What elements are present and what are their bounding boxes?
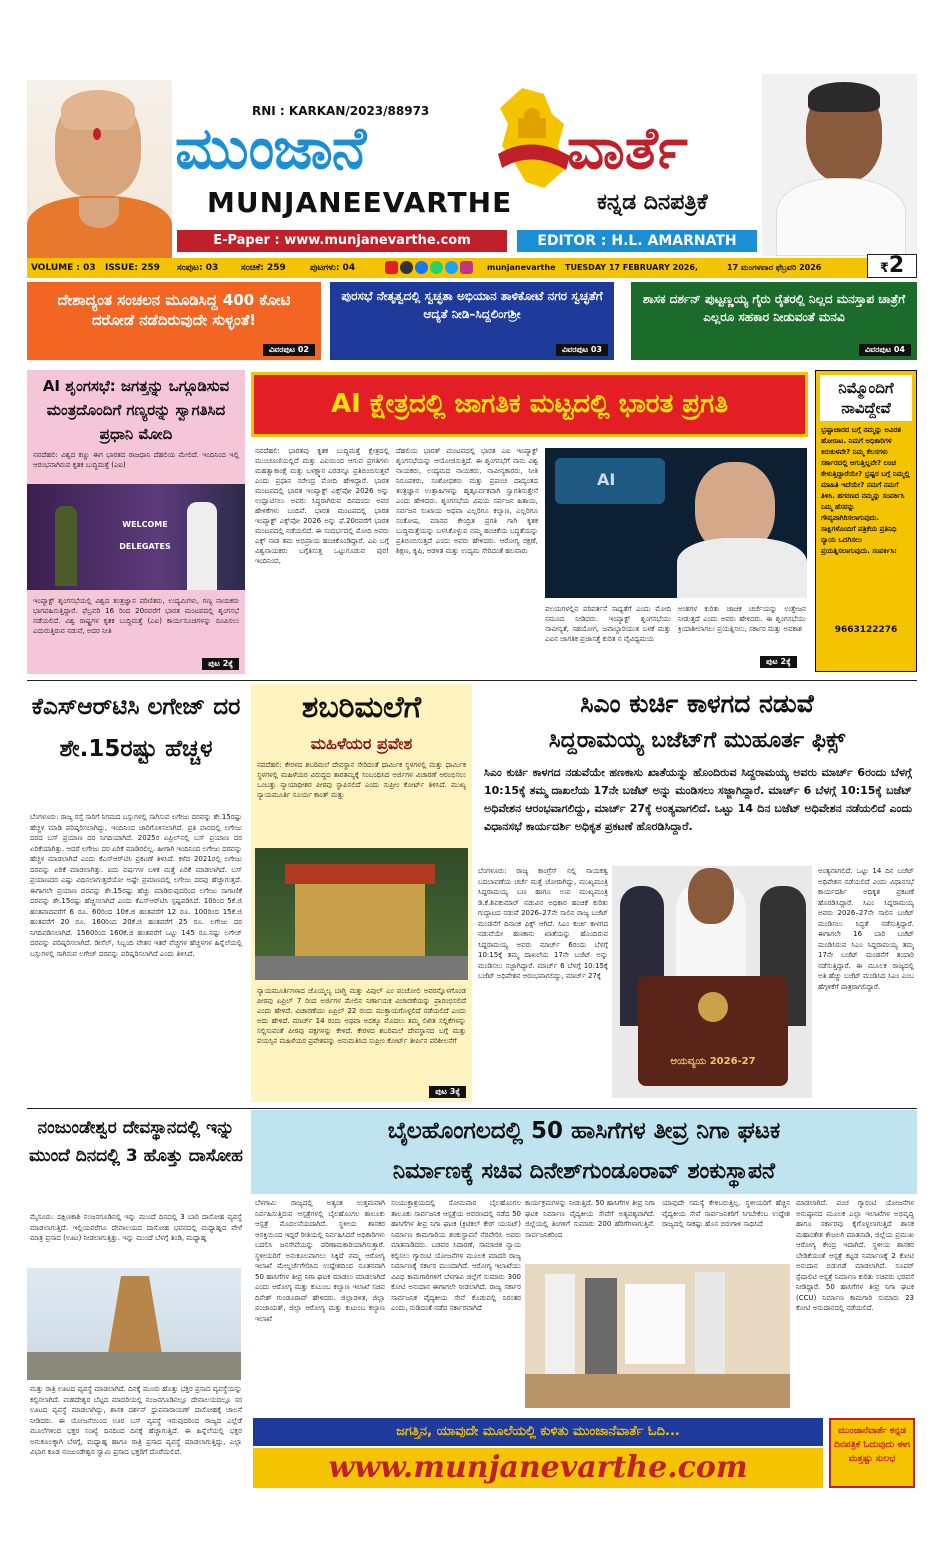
title-kannada-left: ಮುಂಜಾನೆ: [175, 114, 366, 182]
teaser-1-page: ವಿವರಪುಟ 02: [263, 344, 315, 356]
sabarimala-photo: [255, 848, 468, 980]
ai-left-page: ಪುಟ 2ಕ್ಕೆ: [202, 658, 239, 670]
ai-main-col1: ನವದೆಹಲಿ: ಭಾರತವು ಕೃತಕ ಬುದ್ಧಿಮತ್ತೆ ಕ್ಷೇತ್ರದಲ್ಲಿ ಮುಂಚೂಣಿಯಲ್ಲಿದೆ ಮತ್ತು ಎಐಯಿಂದ ಆಗುವ ಪ್ರಗತಿಗಳು ಮಹತ್ವಾಕಾಂಕ್ಷೆ ಮತ್ತು ಬಳಕ್ಷ್ಮಾನ ಎರಡನ್ನೂ ಪ್ರತಿಬಿಂಬಿಸುತ್ತವೆ ಎಂದು ಪ್ರಧಾನ ನರೇಂದ್ರ ಮೋದಿ ಹೇಳಿದ್ದಾರೆ. ಭಾರತ ಮಂಟಪದಲ್ಲಿ ಭಾರತ ಇಂಪ್ಯಾಕ್ಟ್ ಎಕ್ಸ್‌ಪೋ 2026 ಅನ್ನು ಉದ್ಘಾಟಿಸಲು ಅವರು ಸಿದ್ಧರಾಗಿರುವ ದಿನದಂದು ಅವರ ಹೇಳಿಕೆಗಳು ಬಂದಿವೆ. ಭಾರತ ಮಂಟಪದಲ್ಲಿ ಭಾರತ ಇಂಪ್ಯಾಕ್ಟ್ ಎಕ್ಸ್‌ಪೋ 2026 ಅನ್ನು ಫೆ.20ರವರೆಗೆ ಭಾರತ ಮಂಟಪದಲ್ಲಿ ನಡೆಯಲಿದೆ. ಈ ಸಂದರ್ಭದಲ್ಲಿ ಮೋದಿ ಅವರು ಎಕ್ಸ್ ನಾಡ ತಮ ಅಭಿಪ್ರಾಯ ಹಂಚಿಕೊಂಡಿದ್ದಾರೆ. ಎಐ ಬಗ್ಗೆ ವಿಶ್ವನಾಯಕರು ಬಗ್ಗೆತಿಸುತ್ತ ಒಟ್ಟುಗೂಡುವ ಪುರ! ಇಂದಿನಿಂದ,: [255, 447, 389, 565]
twitter-icon[interactable]: [445, 261, 458, 274]
price: 2: [888, 253, 905, 278]
teaser-2-page: ವಿವರಪುಟ 03: [556, 344, 608, 356]
sidebar-title: ನಿಮ್ಮೊಂದಿಗೆ ನಾವಿದ್ದೇವೆ: [820, 375, 912, 421]
teaser-2[interactable]: [330, 282, 614, 360]
date-kannada: 17 ಮಂಗಳವಾರ ಫೆಬ್ರವರಿ 2026: [727, 263, 822, 272]
budget-bag-label: ಆಯವ್ಯಯ 2026-27: [670, 1056, 756, 1067]
budget-bag: [638, 976, 788, 1086]
bailhongal-col4: ಯಾವುದೇ ಸಮಸ್ಯೆ ಕೇಳಿಬರುತ್ತಿಲ್ಲ. ಸ್ಥಳೀಯರಿಗೆ ಹೆಚ್ಚಿನ ವೈದ್ಯಕೀಯ ಸೇವೆ ಸಾರ್ವಜನಿಕರಿಗೆ ಸಿಗಬೇಕೆಂಬ ಉದ್ದೇಶ ರಾಜ್ಯದಲ್ಲಿ ಸಾಕಷ್ಟು ಹೊಸ ಬಿರುಗಾಳಿ ಸಾಧಿಸಿದೆ: [662, 1199, 790, 1228]
social-icons: [385, 261, 475, 275]
cm-lead: ಸಿಎಂ ಕುರ್ಚಿ ಕಾಳಗದ ನಡುವೆಯೇ ಹಣಕಾಸು ಖಾತೆಯನ್ನು ಹೊಂದಿರುವ ಸಿದ್ದರಾಮಯ್ಯ ಅವರು ಮಾರ್ಚ್ 6ರಂದು ಬೆಳಗ್ಗೆ 10:15ಕ್ಕೆ ತಮ್ಮ ದಾಖಲೆಯ 17ನೇ ಬಜೆಟ್ ಅನ್ನು ಮಂಡಿಸಲು ಸಜ್ಜಾಗಿದ್ದಾರೆ. ಮಾರ್ಚ್ 6 ಬೆಳಗ್ಗೆ 10:15ಕ್ಕೆ ಬಜೆಟ್ ಅಧಿವೇಶನ ಆರಂಭವಾಗಲಿದ್ದು, ಮಾರ್ಚ್ 27ಕ್ಕೆ ಅಂತ್ಯವಾಗಲಿದೆ. ಒಟ್ಟು 14 ದಿನ ಬಜೆಟ್ ಅಧಿವೇಶನ ನಡೆಯಲಿದೆ ಎಂದು ವಿಧಾನಸಭೆ ಕಾರ್ಯದರ್ಶಿ ಅಧಿಕೃತ ಪ್ರಕಟಣೆ ಹೊರಡಿಸಿದ್ದಾರೆ.: [484, 766, 912, 833]
ai-left-photo: [27, 484, 245, 590]
cm-col1: ಬೆಂಗಳೂರು: ರಾಜ್ಯ ಕಾಂಗ್ರೆಸ್ ನಲ್ಲಿ ನಾಯಕತ್ವ ಬದಲಾವಣೆಯ ಚರ್ಚೆ ಮತ್ತೆ ಜೋರಾಗಿದ್ದು, ಮುಖ್ಯಮಂತ್ರಿ ಸಿದ್ದರಾಮಯ್ಯ ಬಣ ಹಾಗೂ ಉಪ ಮುಖ್ಯಮಂತ್ರಿ ಡಿ.ಕೆ.ಶಿವಕುಮಾರ್ ನಡುವಿನ ಅಧಿಕಾರ ಹಂಚಿಕೆ ಕುರಿತು ಗುದ್ದಾಟದ ನಡುವೆ 2026–27ನೇ ಸಾಲಿನ ರಾಜ್ಯ ಬಜೆಟ್ ಮಂಡನೆಗೆ ದಿನಾಂಕ ಫಿಕ್ಸ್ ಆಗಿದೆ. ಸಿಎಂ ಕುರ್ಚಿ ಕಾಳಗದ ನಡುವೆಯೇ ಹಣಕಾಸು ಖಾತೆಯನ್ನು ಹೊಂದಿರುವ ಸಿದ್ದರಾಮಯ್ಯ ಅವರು ಮಾರ್ಚ್ 6ರಂದು ಬೆಳಗ್ಗೆ 10:15ಕ್ಕೆ ತಮ್ಮ ದಾಖಲೆಯ 17ನೇ ಬಜೆಟ್ ಅನ್ನು ಮಂಡಿಸಲು ಸಜ್ಜಾಗಿದ್ದಾರೆ. ಮಾರ್ಚ್ 6 ಬೆಳಗ್ಗೆ 10:15ಕ್ಕೆ ಬಜೆಟ್ ಅಧಿವೇಶನ ಆರಂಭವಾಗಲಿದ್ದು, ಮಾರ್ಚ್ 27ಕ್ಕೆ: [478, 867, 608, 980]
teaser-2-text: ಪುರಸಭೆ ನೇತೃತ್ವದಲ್ಲಿ ಸ್ವಚ್ಛತಾ ಅಭಿಯಾನ ತಾಳಿಕೋಟೆ ನಗರ ಸ್ವಚ್ಛತೆಗೆ ಆದ್ಯತೆ ನೀಡಿ–ಸಿದ್ದಲಿಂಗಶ್ರೀ: [341, 289, 603, 321]
footer-url[interactable]: www.munjanevarthe.com: [253, 1448, 823, 1488]
volume: VOLUME : 03: [31, 263, 96, 273]
ai-chip-icon: AI: [597, 470, 616, 489]
bailhongal-headline-box: [251, 1110, 917, 1194]
info-bar: [27, 253, 917, 278]
nanjundeshwara-body-2: ಮತ್ತು ರಾತ್ರಿ ಊಟದ ವ್ಯವಸ್ಥೆ ಮಾಡಲಾಗಿದೆ. ದಿನಕ್ಕೆ ಮೂರು ಹೊತ್ತು ಭಕ್ತರ ಪ್ರಸಾದ ವ್ಯವಸ್ಥೆಯನ್ನು ಕಲ್ಪಿಸಲಾಗಿದೆ. ಮಹದೇಶ್ವರ ಬೆಟ್ಟದ ಮಾದರಿಯಲ್ಲಿ ನಂಜನಗೂಡಿನಲ್ಲೂ ದೇವಾಲಯದಲ್ಲೂ ಸರ ಊಟದ ವ್ಯವಸ್ಥೆ ಮಾಡಲಾಗಿದ್ದು, ಶಾಸಕ ದರ್ಶನ್ ಧ್ರುವನಾರಾಯಣ್ ದಾಸೋಹಕ್ಕೆ ಚಾಲನೆ ನೀಡಿದರು. ಈ ಯೋಜನೆಯಿಂದ ಊರ ಬಸ್ ವ್ಯವಸ್ಥೆ ಇರುವುದರಿಂದ ರಾಜ್ಯದ ಎಲ್ಲೆಡೆ ಮೂಲೆಗಳಿಂದ ಭಕ್ತರ ಸಂಖ್ಯೆ ದಿನದಿಂದ ದಿನಕ್ಕೆ ಹೆಚ್ಚಾಗುತ್ತಿದೆ. ಈ ಹಿನ್ನೆಲೆಯಲ್ಲಿ ಭಕ್ತರ ಅನುಕೂಲಕ್ಕಾಗಿ ಬೆಳಗ್ಗೆ, ಮಧ್ಯಾಹ್ನ ಹಾಗೂ ರಾತ್ರಿ ಪ್ರಸಾದ ವ್ಯವಸ್ಥೆ ಮಾಡಲಾಗುತ್ತಿದ್ದು, ಎಲ್ಲಾ ವಿಭಾಗ ಕೂಡ ನಂಜುಂಡೇಶ್ವರ ಸ್ವಾಮಿ ಪ್ರಸಾದ ಭಕ್ತರಿಗೆ ದೊರೆಯಲಿದೆ.: [30, 1385, 242, 1456]
ai-main-col2: ದೆಹಲಿಯ ಭಾರತ್ ಮಂಟಪದಲ್ಲಿ ಭಾರತ ಎಐ ಇಂಪ್ಯಾಕ್ಟ್ ಶೃಂಗಸಭೆಯನ್ನು ಆಯೋಜಿಸುತ್ತಿದೆ. ಈ ಶೃಂಗಸಭೆಗೆ ನಾನು ವಿಶ್ವ ನಾಯಕರು, ಉದ್ಯಮದ ನಾಯಕರು, ನಾವೀನ್ಯಕಾರರು, ನೀತಿ ನಿರೂಪಕರು, ಸಂಶೋಧಕರು ಮತ್ತು ಪ್ರಪಂಚ ದಾದ್ಯಂತದ ತಂತ್ರಜ್ಞಾನ ಉತ್ಸಾಹಿಗಳನ್ನು ಹೃತ್ಪೂರ್ವಕವಾಗಿ ಸ್ವಾಗತಿಸುತ್ತೇನೆ ಎಂದು ಹೇಳಿದರು. ಶೃಂಗಸಭೆಯ ವಿಷಯ ಸರ್ವಜನ ಹಿತಾಯ, ಸರ್ವಜನ ಸುಖಾಯ ಅಥವಾ ಎಲ್ಲರಿಗೂ ಕಲ್ಯಾಣ, ಎಲ್ಲರಿಗೂ ಸಂತೋಷ, ಮಾನವ ಕೇಂದ್ರಿತ ಪ್ರಗತಿ ಗಾಗಿ ಕೃತಕ ಬುದ್ಧಿಮತ್ತೆಯನ್ನು ಬಳಸಿಕೊಳ್ಳುವ ನಮ್ಮ ಹಂಚಿಕೆಯ ಬದ್ಧತೆಯನ್ನು ಪ್ರತಿಬಿಂಬಿಸುತ್ತದೆ ಎಂದು ಅವರು ಹೇಳಿದರು. ಆರೋಗ್ಯ ರಕ್ಷಣೆ, ಶಿಕ್ಷಣ, ಕೃಷಿ, ಆಡಳಿತ ಮತ್ತು ಉದ್ಯಮ ಸೇರಿದಂತೆ ಹಲವಾರು: [396, 447, 538, 555]
sabarimala-body-2: ನ್ಯಾಯಮೂರ್ತಿಗಳಾದ ಜೊಯ್ಮಲ್ಯ ಬಾಗ್ಚಿ ಮತ್ತು ವಿಪುಲ್ ಎಂ ಪಂಚೋಲಿ ಅವರನ್ನೊಳಗೊಂಡ ಪೀಠವು ಏಪ್ರಿಲ್ 7 ರಿಂದ ಅರ್ಜಿಗಳ ಮೇಲಿನ ನಿರ್ಣಾಯಕ ವಿಚಾರಣೆಯನ್ನು ಪ್ರಾರಂಭಿಸಲಿದೆ ಎಂದು ಹೇಳಿದೆ. ವಿಚಾರಣೆಯು ಏಪ್ರಿಲ್ 22 ರಂದು ಮುಕ್ತಾಯಗೊಳ್ಳಲಿದೆ ನಡೆಯಲಿದೆ ಎಂದು ಅದು ಹೇಳಿದೆ. ಮಾರ್ಚ್ 14 ರಂದು ಅಥವಾ ಅದಕ್ಕೂ ಮೊದಲು ತಮ್ಮ ಲಿಖಿತ ಸಲ್ಲಿಕೆಗಳನ್ನು ಸಲ್ಲಿಸುವಂತೆ ಪೀಠವು ಪಕ್ಷಗಳನ್ನು ಕೇಳಿದೆ. ಕೇರಳದ ಶಬರಿಮಲೆ ದೇವಸ್ಥಾನದ ಬಗ್ಗೆ ಮತ್ತು ವಯಸ್ಸಿನ ಮಹಿಳೆಯರ ಪ್ರವೇಶವನ್ನು ಅನುಮತಿಸಿದ ಸುಪ್ರೀಂ ಕೋರ್ಟ್ ತೀರ್ಪಿನ ಪರಿಶೀಲನೆಗೆ: [257, 987, 466, 1045]
portrait-left: [27, 80, 172, 260]
price-symbol: ₹: [879, 261, 889, 276]
ai-main-photo: [545, 448, 807, 598]
epaper-link[interactable]: E-Paper : www.munjanevarthe.com: [177, 230, 507, 252]
sabarimala-headline-1: ಶಬರಿಮಲೆಗೆ: [301, 690, 422, 725]
title-kannada-right: ವಾರ್ತೆ: [567, 114, 688, 182]
portrait-right: [762, 74, 917, 256]
sidebar-phone[interactable]: 9663122276: [834, 625, 898, 635]
nanjundeshwara-headline: ನಂಜುಂಡೇಶ್ವರ ದೇವಸ್ಥಾನದಲ್ಲಿ ಇನ್ನು ಮುಂದೆ ದಿನದಲ್ಲಿ 3 ಹೊತ್ತು ದಾಸೋಹ: [29, 1118, 243, 1166]
bailhongal-col3: ಕಾರ್ಯಕ್ರಮಗಳನ್ನು ನೀಡುತ್ತಿದೆ. 50 ಹಾಸಿಗೆಗಳ ತೀವ್ರ ನಿಗಾ ಘಟಕ ನಿರ್ಮಾಣ ವೈದ್ಯಕೀಯ ಸೇವೆಗೆ ಅತ್ಯವಶ್ಯವಾಗಿದೆ. ಜಿಲ್ಲೆಯಲ್ಲಿ ತಿಂಗಳಿಗೆ ಸುಮಾರು 200 ಹೆರಿಗೆಗಳಾಗುತ್ತಿವೆ. ಸಾರ್ವಜನಿಕರಿಂದ: [525, 1199, 655, 1239]
ai-left-article: [27, 370, 245, 674]
editor-label: EDITOR : H.L. AMARNATH: [517, 230, 757, 252]
photo-banner: WELCOME DELEGATES: [119, 520, 171, 551]
masthead: [27, 70, 917, 260]
ai-left-lead: ನವದೆಹಲಿ: ವಿಶ್ವದ ಕಣ್ಣು ಈಗ ಭಾರತದ ರಾಜಧಾನಿ ದೆಹಲಿಯ ಮೇಲಿದೆ. ಇಂದಿನಿಂದ ಇಲ್ಲಿ ಆರಂಭವಾಗಿರುವ ಕೃತಕ ಬುದ್ಧಿಮತ್ತೆ (ಎಐ): [33, 451, 239, 469]
sidebar-body: ಭ್ರಷ್ಟಾಚಾರದ ಬಗ್ಗೆ ನಮ್ಮನ್ನು ಅವಿರತ ಹೋರಾಟ. ನಿಮಗೆ ಅಧಿಕಾರಿಗಳ ಕಿರುಕುಳವೇ? ನಿಮ್ಮ ಕೆಲಸಗಳು ಸರ್ಕಾರದಲ್ಲಿ ಆಗುತ್ತಿಲ್ಲವೇ? ಲಂಚ ಕೇಳುತ್ತಿದ್ದಾರೆಯೇ? ಭ್ರಷ್ಟರ ಬಗ್ಗೆ ನಿಮ್ಮಲ್ಲಿ ಮಾಹಿತಿ ಇದೆಯೇ? ನಮಗೆ ನಮಗೆ ತಿಳಿಸಿ. ಹಗರಣದ ನಮ್ಮನ್ನು ಸಂಪರ್ಕಿಸಿ ನಿಮ್ಮ ಹೆಸರನ್ನು ಗೌಪ್ಯವಾಗಿರಿಸಲಾಗುವುದು. ಸಾಕ್ಷಿಗಳೊಂದಿಗೆ ಪತ್ರಿಕೆಯ ಪ್ರತಿನಿಧಿ ನ್ಯಾಯ ಒದಗಿಸಲು ಪ್ರಯತ್ನಿಸಲಾಗುವುದು. ಸಂಪರ್ಕಿಸಿ:: [821, 426, 910, 555]
bailhongal-col5: ಮಾಡಲಾಗಿದೆ. ಪಂಚ ಗ್ಯಾರಂಟಿ ಯೋಜನೆಗಳ ಅನುಷ್ಠಾನದ ಮೂಲಕ ಎಲ್ಲಾ ಇಲಾಖೆಗಳ ಅಭಿವೃದ್ಧಿ ಹಾಗೂ ಸರ್ಕಾರವು ಕೈಗೊಳ್ಳಲಾಗುತ್ತಿದೆ ಶಾಸಕ ಮಹಾಂತೇಶ ಕೌಜಲಗಿ ಮಾತನಾಡಿ, ಜಿಲ್ಲೆಯ ಪ್ರಮುಖ ಆರೋಗ್ಯ ಕೇಂದ್ರ ಇದಾಗಿದೆ. ಸ್ಥಳೀಯ ಶಾಸಕರ ಬೇಡಿಕೆಯಂತೆ ಆಸ್ಪತ್ರೆ ಕಟ್ಟಡ ನಿರ್ಮಾಣಕ್ಕೆ 2 ಕೋಟಿ ಅನುದಾನ ಬಿಡುಗಡೆ ಮಾಡಲಾಗಿದೆ. ಸೂಪರ್ ಸ್ಪೆಷಾಲಿಟಿ ಆಸ್ಪತ್ರೆ ನಿರ್ಮಾಣ ಕುರಿತು ಸಚಿವರು ಭರವಸೆ ನೀಡಿದ್ದಾರೆ. 50 ಹಾಸಿಗೆಗಳ ತೀವ್ರ ನಿಗಾ ಘಟಕ (CCU) ನಿರ್ಮಾಣ ಕಾಮಗಾರಿ ಸುಮಾರು 23 ಕೋಟಿ ಅನುದಾನದಲ್ಲಿ ನಡೆಯಲಿದೆ.: [796, 1199, 914, 1312]
subtitle: ಕನ್ನಡ ದಿನಪತ್ರಿಕೆ: [597, 190, 708, 215]
sidebar-contact-box: [815, 370, 917, 672]
sabarimala-page: ಪುಟ 3ಕ್ಕೆ: [429, 1086, 466, 1098]
bailhongal-photo: [525, 1264, 790, 1408]
ai-left-headline: AI ಶೃಂಗಸಭೆ: ಜಗತ್ತನ್ನು ಒಗ್ಗೂಡಿಸುವ ಮಂತ್ರದೊಂದಿಗೆ ಗಣ್ಯರನ್ನು ಸ್ವಾಗತಿಸಿದ ಪ್ರಧಾನಿ ಮೋದಿ: [42, 377, 230, 443]
divider: [27, 1108, 917, 1109]
nanjundeshwara-photo: [27, 1268, 241, 1380]
ai-main-col3: ವಲಯಗಳಲ್ಲಿನ ಪರಿವರ್ತನೆ ಸಾಧ್ಯತೆಗೆ ಎಂದು ಮೋದಿ ನಮೂದ ನೀಡಿದರು. ಇಂಪ್ಯಾಕ್ಟ್ ಶೃಂಗಸಭೆಯು ನಾವೀನ್ಯತೆ, ಸಹಯೋಗ, ಜವಾಬ್ದಾರಿಯುತ ಬಳಕೆ ಮತ್ತು ಎಐನ ಜಾಗತಿಕ ಪ್ರಜಾಸತ್ತೆ ಕುರಿತ ನ ವೈವಿಧ್ಯಮಯ: [545, 605, 671, 643]
sabarimala-body-1: ನವದೆಹಲಿ: ಕೇರಳದ ಶಬರಿಮಲೆ ದೇವಸ್ಥಾನ ಸೇರಿದಂತೆ ಧಾರ್ಮಿಕ ಸ್ಥಳಗಳಲ್ಲಿ ಮತ್ತು ಧಾರ್ಮಿಕ ಸ್ಥಳಗಳಲ್ಲಿ ಮಹಿಳೆಯರ ವಿರುದ್ಧದ ತಾರತಮ್ಯಕ್ಕೆ ಸಂಬಂಧಿಸಿದ ಅರ್ಜಿಗಳ ವಿಚಾರಣೆ ಆರಂಭಿಸಲು ಒಂಬತ್ತು ನ್ಯಾಯಾಧೀಶರ ಪೀಠವು ಸ್ಥಾಪಿಸಲಿದೆ ಎಂದು ಸುಪ್ರೀಂ ಕೋರ್ಟ್ ತಿಳಿಸಿದೆ. ಮುಖ್ಯ ನ್ಯಾಯಮೂರ್ತಿ ಸೂರ್ಯ ಕಾಂತ್ ಮತ್ತು: [257, 761, 466, 799]
bailhongal-headline-1: ಬೈಲಹೊಂಗಲದಲ್ಲಿ 50 ಹಾಸಿಗೆಗಳ ತೀವ್ರ ನಿಗಾ ಘಟಕ: [387, 1118, 781, 1144]
facebook-icon[interactable]: [415, 261, 428, 274]
samputa: ಸಂಪುಟ: 03: [177, 263, 219, 273]
teaser-1-text: ದೇಶಾದ್ಯಂತ ಸಂಚಲನ ಮೂಡಿಸಿದ್ದ 400 ಕೋಟಿ ದರೋಡೆ ನಡೆದಿರುವುದೇ ಸುಳ್ಳಂತೆ!: [57, 291, 291, 329]
whatsapp-icon[interactable]: [430, 261, 443, 274]
issue: ISSUE: 259: [105, 263, 160, 273]
teaser-1[interactable]: [27, 282, 321, 360]
teaser-3-page: ವಿವರಪುಟ 04: [859, 344, 911, 356]
bailhongal-headline-2: ನಿರ್ಮಾಣಕ್ಕೆ ಸಚಿವ ದಿನೇಶ್‌ಗುಂಡೂರಾವ್ ಶಂಕುಸ್ಥಾಪನೆ: [392, 1159, 776, 1184]
sabarimala-headline-2: ಮಹಿಳೆಯರ ಪ್ರವೇಶ: [310, 734, 413, 753]
cm-headline-1: ಸಿಎಂ ಕುರ್ಚಿ ಕಾಳಗದ ನಡುವೆ: [580, 689, 814, 718]
cm-headline-2: ಸಿದ್ದರಾಮಯ್ಯ ಬಜೆಟ್‌ಗೆ ಮುಹೂರ್ತ ಫಿಕ್ಸ್: [548, 728, 846, 753]
footer-ad[interactable]: [251, 1416, 917, 1492]
date-english: TUESDAY 17 FEBRUARY 2026,: [565, 263, 698, 272]
ksrtc-body: ಬೆಂಗಳೂರು: ರಾಜ್ಯ ರಸ್ತೆ ಸಾರಿಗೆ ನಿಗಮದ ಬಸ್ಸುಗಳಲ್ಲಿ ಸಾಗಿಸುವ ಲಗೇಜು ದರವನ್ನು ಶೇ.15ರಷ್ಟು ಹೆಚ್ಚಳ ಮಾಡಿ ಪರಿಷ್ಕರಿಸಲಾಗಿದ್ದು, ಇಂದಿನಿಂದ ಜಾರಿಗೊಳಿಸಲಾಗಿದೆ. ಪ್ರತಿ ವಾರದಲ್ಲಿ ಲಗೇಜು ದರದ ಬಸ್ ಪ್ರಯಾಣ ದರ ನಿಗದಿಯಾಗಿದೆ. 2025ರ ಏಪ್ರಿಲ್‌ನಲ್ಲಿ ಬಸ್ ಪ್ರಯಾಣ ದರ ಏರಿಕೆಯಾಗಿತ್ತು. ಆದರೆ ಲಗೇಜು ದರ ಏರಿಕೆ ಮಾಡಿರಲಿಲ್ಲ. ಹೀಗಾಗಿ ಇಂದಿನಿಂದ ಲಗೇಜು ದರವನ್ನು ಹೆಚ್ಚಳ ಮಾಡಲಾಗಿದೆ ಎಂದು ಕೆಎಸ್‌ಆರ್‌ಟಿಸಿ ಪ್ರಕಟಣೆ ತಿಳಿಸಿದೆ. ಕಳೆದ 2021ರಲ್ಲಿ ಲಗೇಜು ದರವನ್ನು ಏರಿಕೆ ಮಾಡಲಾಗಿತ್ತು. ಐದು ವರ್ಷಗಳ ಬಳಿಕ ಮತ್ತೆ ಏರಿಕೆ ಮಾಡಲಾಗಿದೆ. ಬಸ್ ಪ್ರಯಾಣದರ ಎಷ್ಟು ವಿಧಿಸಲಾಗುತ್ತದೆಯೋ ಅಷ್ಟೇ ಪ್ರಮಾಣದಲ್ಲಿ ಲಗೇಜು ದರವು ಹೆಚ್ಚಾಗುತ್ತದೆ. ಈಗಾಗಲೇ ಪ್ರಯಾಣ ದರವನ್ನು ಶೇ.15ರಷ್ಟು ಹೆಚ್ಚು ಮಾಡಿರುವುದರಿಂದ ಲಗೇಜು ಸಾಗಾಣಿಕೆ ದರವನ್ನು ಶೇ.15ರಷ್ಟು ಹೆಚ್ಚಿಸಲಾಗಿದೆ ಎಂದು ಕೆಎಸ್‌ಆರ್‌ಟಿಸಿ ಸ್ಪಷ್ಟಪಡಿಸಿದೆ. 10ರಿಂದ 5ಕೆ.ಜಿ ಹಂತವಾದವರೆಗೆ 6 ರೂ. 60ರಿಂದ 10ಕೆ.ಜಿ ಹಂತವರೆಗೆ 12 ರೂ. 100ರಿಂದ 15ಕೆ.ಜಿ ಹಂತವರೆಗೆ 20 ರೂ. 160ರಿಂದ 20ಕೆ.ಜಿ ಹಂತವರೆಗೆ 25 ರೂ. ಲಗೇಜು ದರ ನಿಗದಿಪಡಿಸಲಾಗಿದೆ. 1560ರಿಂದ 160ಕೆ.ಜಿ ಹಂತವರೆಗೆ ಒಟ್ಟು 145 ರೂ.ನಷ್ಟು ಲಗೇಜ್ ದರವನ್ನು ಪರಿಷ್ಕರಿಸಲಾಗಿದೆ. ಡೀಸೆಲ್, ಸಿಬ್ಬಂದಿ ವೇತನ ಇತರೆ ವೆಚ್ಚಗಳ ಹೆಚ್ಚಳಗಳ ಹಿನ್ನೆಲೆಯಲ್ಲಿ ಬಸ್ಸುಗಳಲ್ಲಿ ಸಾಗಿಸುವ ಲಗೇಜ್ ದರವನ್ನು ಪರಿಷ್ಕರಿಸಲಾಗಿದೆ ಎಂದು ತಿಳಿಸಿದೆ.: [30, 813, 242, 958]
social-handle: munjanevarthe: [487, 263, 556, 272]
ksrtc-headline: ಕೆಎಸ್‌ಆರ್‌ಟಿಸಿ ಲಗೇಜ್ ದರ ಶೇ.15ರಷ್ಟು ಹೆಚ್ಚಳ: [31, 694, 241, 762]
ai-main-col4: ಅಂಶಗಳ ಕುರಿತು ಚಾಚಿಕ ಚರ್ಚೆಯನ್ನು ಉತ್ತೇಜನ ನೀಡುತ್ತದೆ ಎಂದು ಅವರು ಹೇಳಿದರು. ಈ ಶೃಂಗಸಭೆಯು ಕ್ರಿಯಾಶೀಲಾಗಲು ಪ್ರಯತ್ನಿಸಲು, ಸರ್ಕಾರ ಮತ್ತು ಅವಕಾಶ: [678, 605, 806, 633]
teaser-3[interactable]: [631, 282, 917, 360]
cm-col2: ಅಂತ್ಯವಾಗಲಿದೆ. ಒಟ್ಟು 14 ದಿನ ಬಜೆಟ್ ಅಧಿವೇಶನ ನಡೆಯಲಿದೆ ಎಂದು ವಿಧಾನಸಭೆ ಕಾರ್ಯದರ್ಶಿ ಅಧಿಕೃತ ಪ್ರಕಟಣೆ ಹೊರಡಿಸಿದ್ದಾರೆ. ಸಿಎಂ ಸಿದ್ದರಾಮಯ್ಯ ಅವರು 2026–27ನೇ ಸಾಲಿನ ಬಜೆಟ್ ಮಂಡಿಸಲು ಸಿದ್ಧತೆ ನಡೆಸುತ್ತಿದ್ದಾರೆ. ಈಗಾಗಲೇ 16 ಬಾರಿ ಬಜೆಟ್ ಮಂಡಿಸಿರುವ ಸಿಎಂ ಸಿದ್ದರಾಮಯ್ಯ ತಮ್ಮ 17ನೇ ಬಜೆಟ್ ಮಂಡನೆಗೆ ತಯಾರಿ ನಡೆಸುತ್ತಿದ್ದಾರೆ. ಈ ಮೂಲಕ ರಾಜ್ಯದಲ್ಲಿ ಅತಿ ಹೆಚ್ಚು ಬಜೆಟ್ ಮಂಡಿಸಿದ ಸಿಎಂ ಎಂಬ ಹೆಗ್ಗಳಿಕೆಗೆ ಪಾತ್ರರಾಗಲಿದ್ದಾರೆ.: [818, 867, 914, 991]
ai-left-body: ಇಂಪ್ಯಾಕ್ಟ್ ಶೃಂಗಸಭೆಯಲ್ಲಿ ವಿಶ್ವದ ತಂತ್ರಜ್ಞಾನ ಪರಿಣಿತರು, ಉದ್ಯಮಿಗಳು, ಗಣ್ಯ ನಾಯಕರು ಭಾಗವಹಿಸುತ್ತಿದ್ದಾರೆ. ಫೆಬ್ರವರಿ 16 ರಿಂದ 20ರವರೆಗೆ ಭಾರತ ಮಂಟಪದಲ್ಲಿ ಶೃಂಗಸಭೆ ನಡೆಯಲಿದೆ. ವಿಶ್ವ ರಾಷ್ಟ್ರಗಳ ಕೃತಕ ಬುದ್ಧಿಮತ್ತೆ (ಎಐ) ಕಾರ್ಯಸೂಚಿಗಳನ್ನು ರೂಪಿಸಲು ಎದುರುತ್ತಿರುವ ನಡುವೆ, ಅದರ ನೀತಿ: [33, 597, 239, 635]
rni-number: RNI : KARKAN/2023/88973: [252, 104, 430, 118]
bailhongal-col1: ಬೆಳಗಾವಿ: ರಾಜ್ಯದಲ್ಲಿ ಅತ್ಯಂತ ಉತ್ತಮವಾಗಿ ನಿರ್ವಹಿಸುತ್ತಿರುವ ಆಸ್ಪತ್ರೆಗಳಲ್ಲಿ ಬೈಲಹೊಂಗಲ ತಾಲೂಕು ಆಸ್ಪತ್ರೆ ಮೊದಲನೆಯದಾಗಿದೆ. ಸ್ಥಳೀಯ ಶಾಸಕರ ಆಸಕ್ತಿಯಿಂದ ಇದ್ದರೆ ರೀತಿಯಲ್ಲಿ ನಿರ್ವಹಿಸಿದರೆ ಅಧಿಕಾರಿಗಳು ಬದಲಿಸಿ ಜನಸೇವೆಯನ್ನು ಪರಿಣಾಮಕಾರಿಯಾಗಿಸುತ್ತಾರೆ. ಸ್ಥಳೀಯರಿಗೆ ಅನುಕೂಲವಾಗಲು ಸಿಕ್ಕಿದೆ ನಮ್ಮ ಆರೋಗ್ಯ ಇಲಾಖೆ ಮೇಲ್ದರ್ಜೆಗೇರಿಸಿದ ಉದ್ದೇಶದಿಂದ ನೂತನವಾಗಿ 50 ಹಾಸಿಗೆಗಳ ತೀವ್ರ ನಿಗಾ ಘಟಕ ಮಾಡಲು ಮಾಡಲಾಗಿದೆ ಎಂದು ಆರೋಗ್ಯ ಮತ್ತು ಕುಟುಂಬ ಕಲ್ಯಾಣ ಇಲಾಖೆ ಸಚಿವ ದಿನೇಶ್ ಗುಂಡೂರಾವ್ ಹೇಳಿದರು. ಜಿಲ್ಲಾಡಳಿತ, ಜಿಲ್ಲಾ ಪಂಚಾಯತ್, ಜಿಲ್ಲಾ ಆರೋಗ್ಯ ಮತ್ತು ಕುಟುಂಬ ಕಲ್ಯಾಣ ಇಲಾಖೆ: [255, 1199, 385, 1323]
web-icon[interactable]: [400, 261, 413, 274]
youtube-icon[interactable]: [385, 261, 398, 274]
footer-tagline: ಜಗತ್ತಿನ, ಯಾವುದೇ ಮೂಲೆಯಲ್ಲಿ ಕುಳಿತು ಮುಂಜಾನೆವಾರ್ತೆ ಓದಿ...: [253, 1418, 823, 1446]
price-box: [867, 254, 917, 278]
sabarimala-article: [251, 684, 472, 1102]
sanchike: ಸಂಚಿಕೆ: 259: [241, 263, 286, 273]
pages: ಪುಟಗಳು: 04: [310, 263, 356, 273]
footer-box: ಮುಂಜಾನೆವಾರ್ತೆ ಕನ್ನಡ ದಿನಪತ್ರಿಕೆ ಓದುವುದು ಈಗ ಮತ್ತಷ್ಟು ಸುಲಭ: [829, 1418, 915, 1488]
bailhongal-col2: ಸಂಯುಕ್ತಾಶ್ರಯದಲ್ಲಿ ಸೋಮವಾರ ಬೈಲಹೊಂಗಲ ತಾಲೂಕು ಸಾರ್ವಜನಿಕ ಆಸ್ಪತ್ರೆಯ ಆವರಣದಲ್ಲಿ ನಡೆದ 50 ಹಾಸಿಗೆಗಳ ತೀವ್ರ ನಿಗಾ ಘಟಕ (ಕ್ರಿಟಿಕಲ್ ಕೇರ್ ಯುನಿಟ್) ನಿರ್ಮಾಣ ಕಾಮಗಾರಿಯ ಶಂಕುಸ್ಥಾಪನೆ ನೆರವೇರಿಸಿ ಅವರು ಮಾತನಾಡಿದರು. ಬಡವರ ಸಿದಾರಣೆ, ಸಾಮಾಜಿಕ ನ್ಯಾಯ ಕಲ್ಪಿಸಲು ಗ್ಯಾರಂಟಿ ಯೋಜನೆಗಳ ಮೂಲಕ ಮಾದರಿ ರಾಜ್ಯ ನಿರ್ಮಾಣಕ್ಕೆ ಸರ್ಕಾರ ಮುಂದಾಗಿದೆ. ಆರೋಗ್ಯ ಇಲಾಖೆಯು ವಿವಿಧ ಕಾಮಗಾರಿಗಳಿಗೆ ಬೆಳಗಾವಿ ಜಿಲ್ಲೆಗೆ ಸುಮಾರು 300 ಕೋಟಿ ಅನುದಾನ ಈಗಾಗಲೇ ನೀಡಲಾಗಿದೆ. ರಾಜ್ಯ ಸರ್ಕಾರ ಸಾರ್ವಜನಿಕ ವೈದ್ಯಕೀಯ ಸೇವೆ ಕೊಡುವಲ್ಲಿ ನಿರಂತರ ಎಂದು, ನುಡಿದಂತೆ ನಡೆದ ಸರ್ಕಾರವಾಗಿದೆ: [391, 1199, 521, 1312]
instagram-icon[interactable]: [460, 261, 473, 274]
teaser-3-text: ಶಾಸಕ ದರ್ಶನ್ ಪುಟ್ಟಣ್ಣಯ್ಯ ಗೈರು ರೈತರಲ್ಲಿ ನಿಲ್ಲದ ಮನಸ್ತಾಪ ಚಾತ್ರೆಗೆ ಎಲ್ಲರೂ ಸಹಕಾರ ನೀಡುವಂತೆ ಮನವಿ: [642, 292, 906, 324]
nanjundeshwara-body-1: ಮೈಸೂರು: ದಕ್ಷಿಣಕಾಶಿ ನಂಜನಗೂಡಿನಲ್ಲಿ ಇನ್ನು ಮುಂದೆ ದಿನದಲ್ಲಿ 3 ಬಾರಿ ದಾಸೋಹ ವ್ಯವಸ್ಥೆ ಮಾಡಲಾಗುತ್ತಿದೆ. ಇಲ್ಲಿಯವರೆಗೂ ದೇವಾಲಯದ ದಾಸೋಹ ಭವನದಲ್ಲಿ ಮಧ್ಯಾಹ್ನದ ವೇಳೆ ಮಾತ್ರ ಪ್ರಸಾದ (ಊಟ) ನೀಡಲಾಗುತ್ತಿತ್ತು. ಇನ್ನು ಮುಂದೆ ಬೆಳಗ್ಗೆ ತಿಂಡಿ, ಮಧ್ಯಾಹ್ನ: [30, 1213, 242, 1242]
karnataka-map-emblem: [492, 84, 572, 194]
ai-main-page: ಪುಟ 2ಕ್ಕೆ: [760, 656, 797, 668]
divider: [27, 680, 917, 681]
cm-photo: [612, 866, 812, 1098]
ai-main-headline: [251, 372, 808, 437]
title-english: MUNJANEEVARTHE: [207, 186, 513, 219]
ai-main-headline-text: AI ಕ್ಷೇತ್ರದಲ್ಲಿ ಜಾಗತಿಕ ಮಟ್ಟದಲ್ಲಿ ಭಾರತ ಪ್ರಗತಿ: [331, 389, 728, 419]
